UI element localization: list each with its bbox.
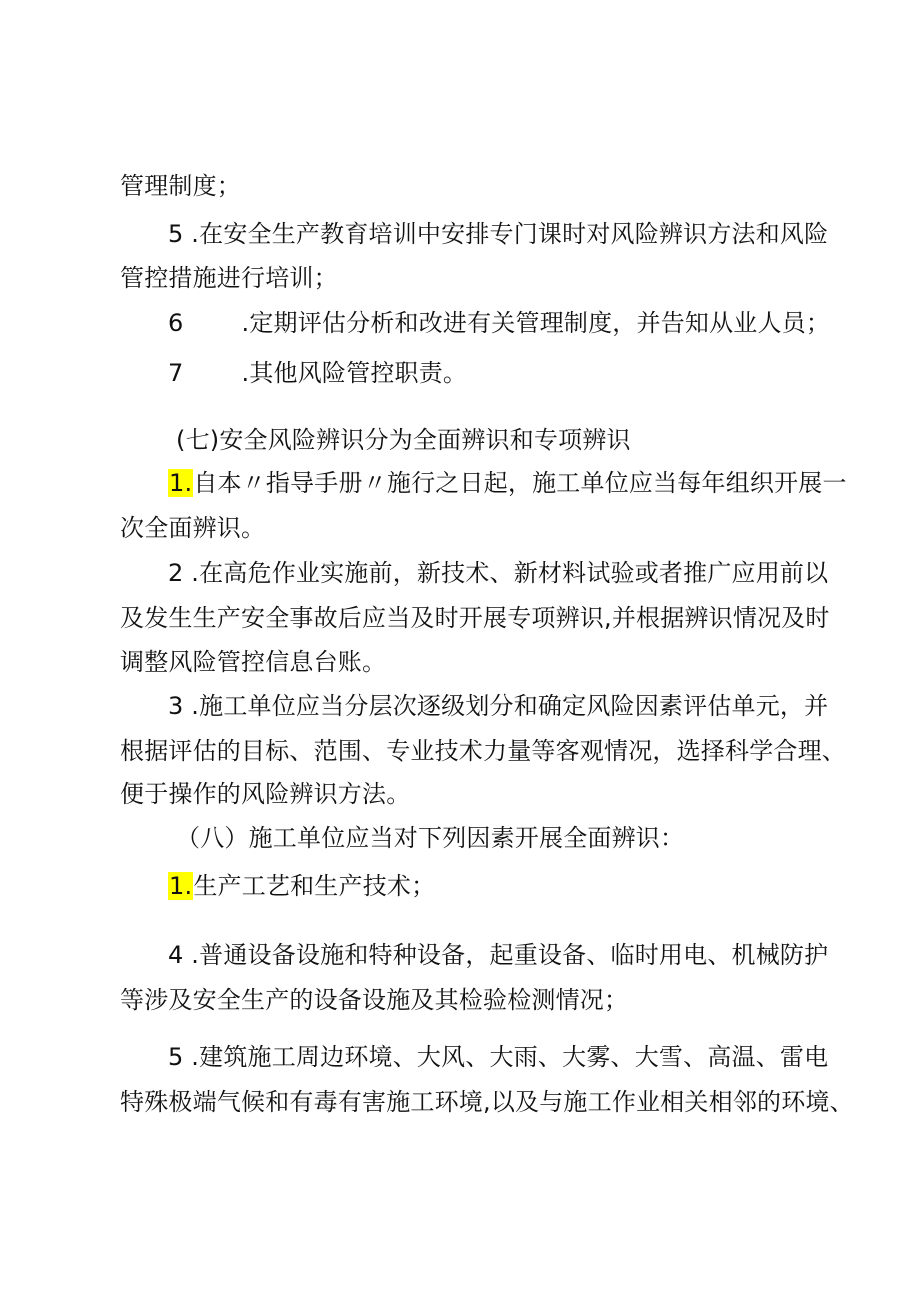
text-line [120,642,820,682]
text-line [168,866,868,906]
line-text: 3 .施工单位应当分层次逐级划分和确定风险因素评估单元，并 [168,692,829,720]
text-line [120,1082,854,1122]
text-line [120,598,830,638]
text-line [168,553,868,593]
line-text: 5 .建筑施工周边环境、大风、大雨、大雾、大雪、高温、雷电 [168,1043,829,1071]
highlighted-number: 1. [169,469,193,497]
text-line [168,686,868,726]
line-text: 管理制度； [120,172,241,200]
line-text: 5 .在安全生产教育培训中安排专门课时对风险辨识方法和风险 [168,220,829,248]
line-text: 等涉及安全生产的设备设施及其检验检测情况； [120,986,629,1014]
line-text: .其他风险管控职责。 [241,359,468,387]
line-text: 管控措施进行培训； [120,264,338,292]
line-text: 调整风险管控信息台账。 [120,648,387,676]
line-text: 及发生生产安全事故后应当及时开展专项辨识,并根据辨识情况及时 [120,604,830,632]
text-line [120,980,820,1020]
text-line [120,166,820,206]
text-line [120,258,820,298]
text-line [168,353,868,393]
text-line [168,214,868,254]
line-text: 次全面辨识。 [120,514,266,542]
line-text: 根据评估的目标、范围、专业技术力量等客观情况，选择科学合理、 [120,737,846,765]
text-line [120,508,820,548]
text-line [168,935,868,975]
line-text: 4 .普通设备设施和特种设备，起重设备、临时用电、机械防护 [168,941,829,969]
text-line [168,463,868,503]
line-text: .定期评估分析和改进有关管理制度，并告知从业人员； [241,309,831,337]
text-line [168,303,868,343]
line-text: 生产工艺和生产技术； [193,872,436,900]
text-line [168,1037,868,1077]
text-line [120,731,846,771]
text-line [120,774,820,814]
line-text: 自本〃指导手册〃施行之日起，施工单位应当每年组织开展一 [193,469,847,497]
line-text: 特殊极端气候和有毒有害施工环境,以及与施工作业相关相邻的环境、 [120,1088,854,1116]
item-number: 6 [168,309,184,337]
item-number: 7 [168,359,184,387]
section-heading [176,818,876,858]
section-heading [176,420,876,460]
line-text: (七)安全风险辨识分为全面辨识和专项辨识 [176,426,631,454]
line-text: （八）施工单位应当对下列因素开展全面辨识： [176,824,685,852]
line-text: 2 .在高危作业实施前，新技术、新材料试验或者推广应用前以 [168,559,829,587]
line-text: 便于操作的风险辨识方法。 [120,780,411,808]
highlighted-number: 1. [169,872,193,900]
